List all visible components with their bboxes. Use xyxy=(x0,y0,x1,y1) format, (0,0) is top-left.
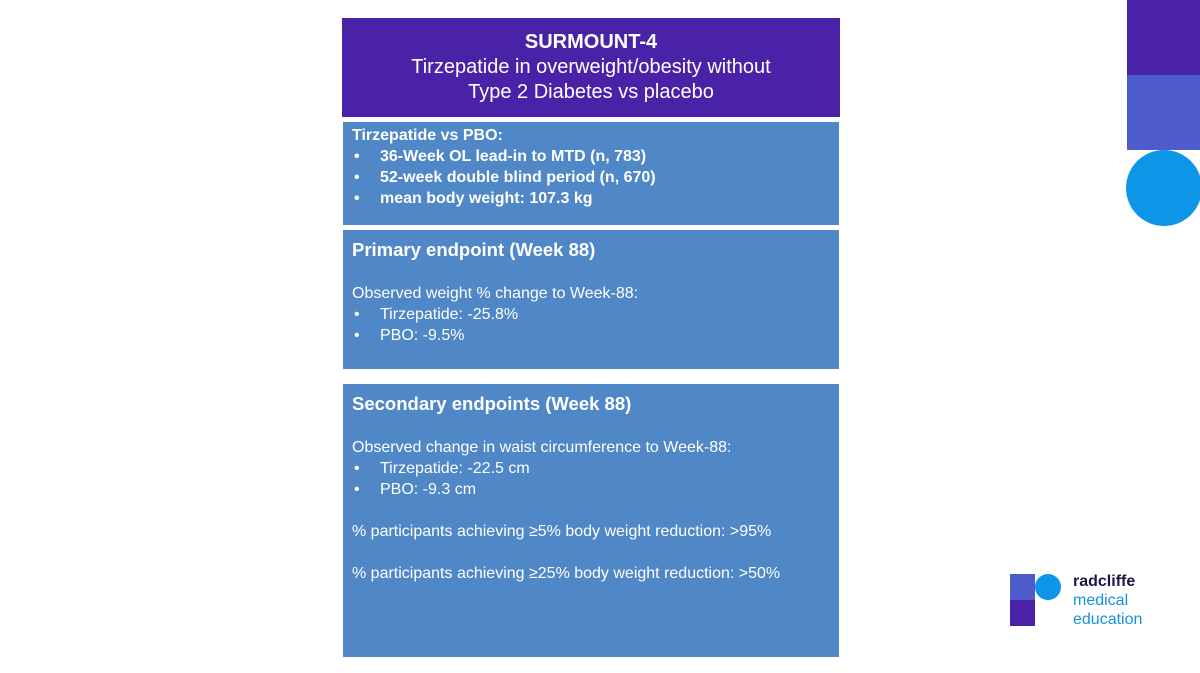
logo-text-line-3: education xyxy=(1073,611,1143,628)
list-item: • 52-week double blind period (n, 670) xyxy=(352,167,829,188)
primary-endpoint-box xyxy=(343,230,839,369)
title-line-1: Tirzepatide in overweight/obesity without xyxy=(411,56,771,78)
secondary-stat-5pct: % participants achieving ≥5% body weight reduction: >95% xyxy=(352,523,772,540)
primary-endpoint-heading: Primary endpoint (Week 88) xyxy=(352,239,596,260)
logo-text-line-1: radcliffe xyxy=(1073,573,1136,590)
decor-square-purple xyxy=(1127,0,1200,75)
secondary-endpoints-heading: Secondary endpoints (Week 88) xyxy=(352,393,632,414)
secondary-stat-25pct: % participants achieving ≥25% body weight reduction: >50% xyxy=(352,565,781,582)
secondary-endpoints-box xyxy=(343,384,839,657)
list-item: • PBO: -9.5% xyxy=(352,325,829,346)
list-item: • mean body weight: 107.3 kg xyxy=(352,188,829,209)
decor-square-blue xyxy=(1127,75,1200,150)
list-item: • PBO: -9.3 cm xyxy=(352,479,829,500)
list-item: • 36-Week OL lead-in to MTD (n, 783) xyxy=(352,146,829,167)
primary-endpoint-list xyxy=(352,304,829,346)
list-item: • Tirzepatide: -25.8% xyxy=(352,304,829,325)
logo-mark-icon xyxy=(1010,572,1066,628)
study-design-box xyxy=(343,122,839,225)
primary-endpoint-subheading: Observed weight % change to Week-88: xyxy=(352,285,639,302)
decor-circle xyxy=(1126,150,1200,226)
logo-text-line-2: medical xyxy=(1073,592,1129,609)
title-line-2: Type 2 Diabetes vs placebo xyxy=(468,81,714,103)
title-main: SURMOUNT-4 xyxy=(524,31,658,53)
title-box xyxy=(342,18,840,117)
secondary-endpoints-subheading: Observed change in waist circumference to Week-88: xyxy=(352,439,732,456)
secondary-endpoints-list xyxy=(352,458,829,500)
study-design-list xyxy=(352,146,829,209)
radcliffe-logo xyxy=(1010,572,1170,628)
list-item: • Tirzepatide: -22.5 cm xyxy=(352,458,829,479)
study-design-heading: Tirzepatide vs PBO: xyxy=(352,127,503,144)
